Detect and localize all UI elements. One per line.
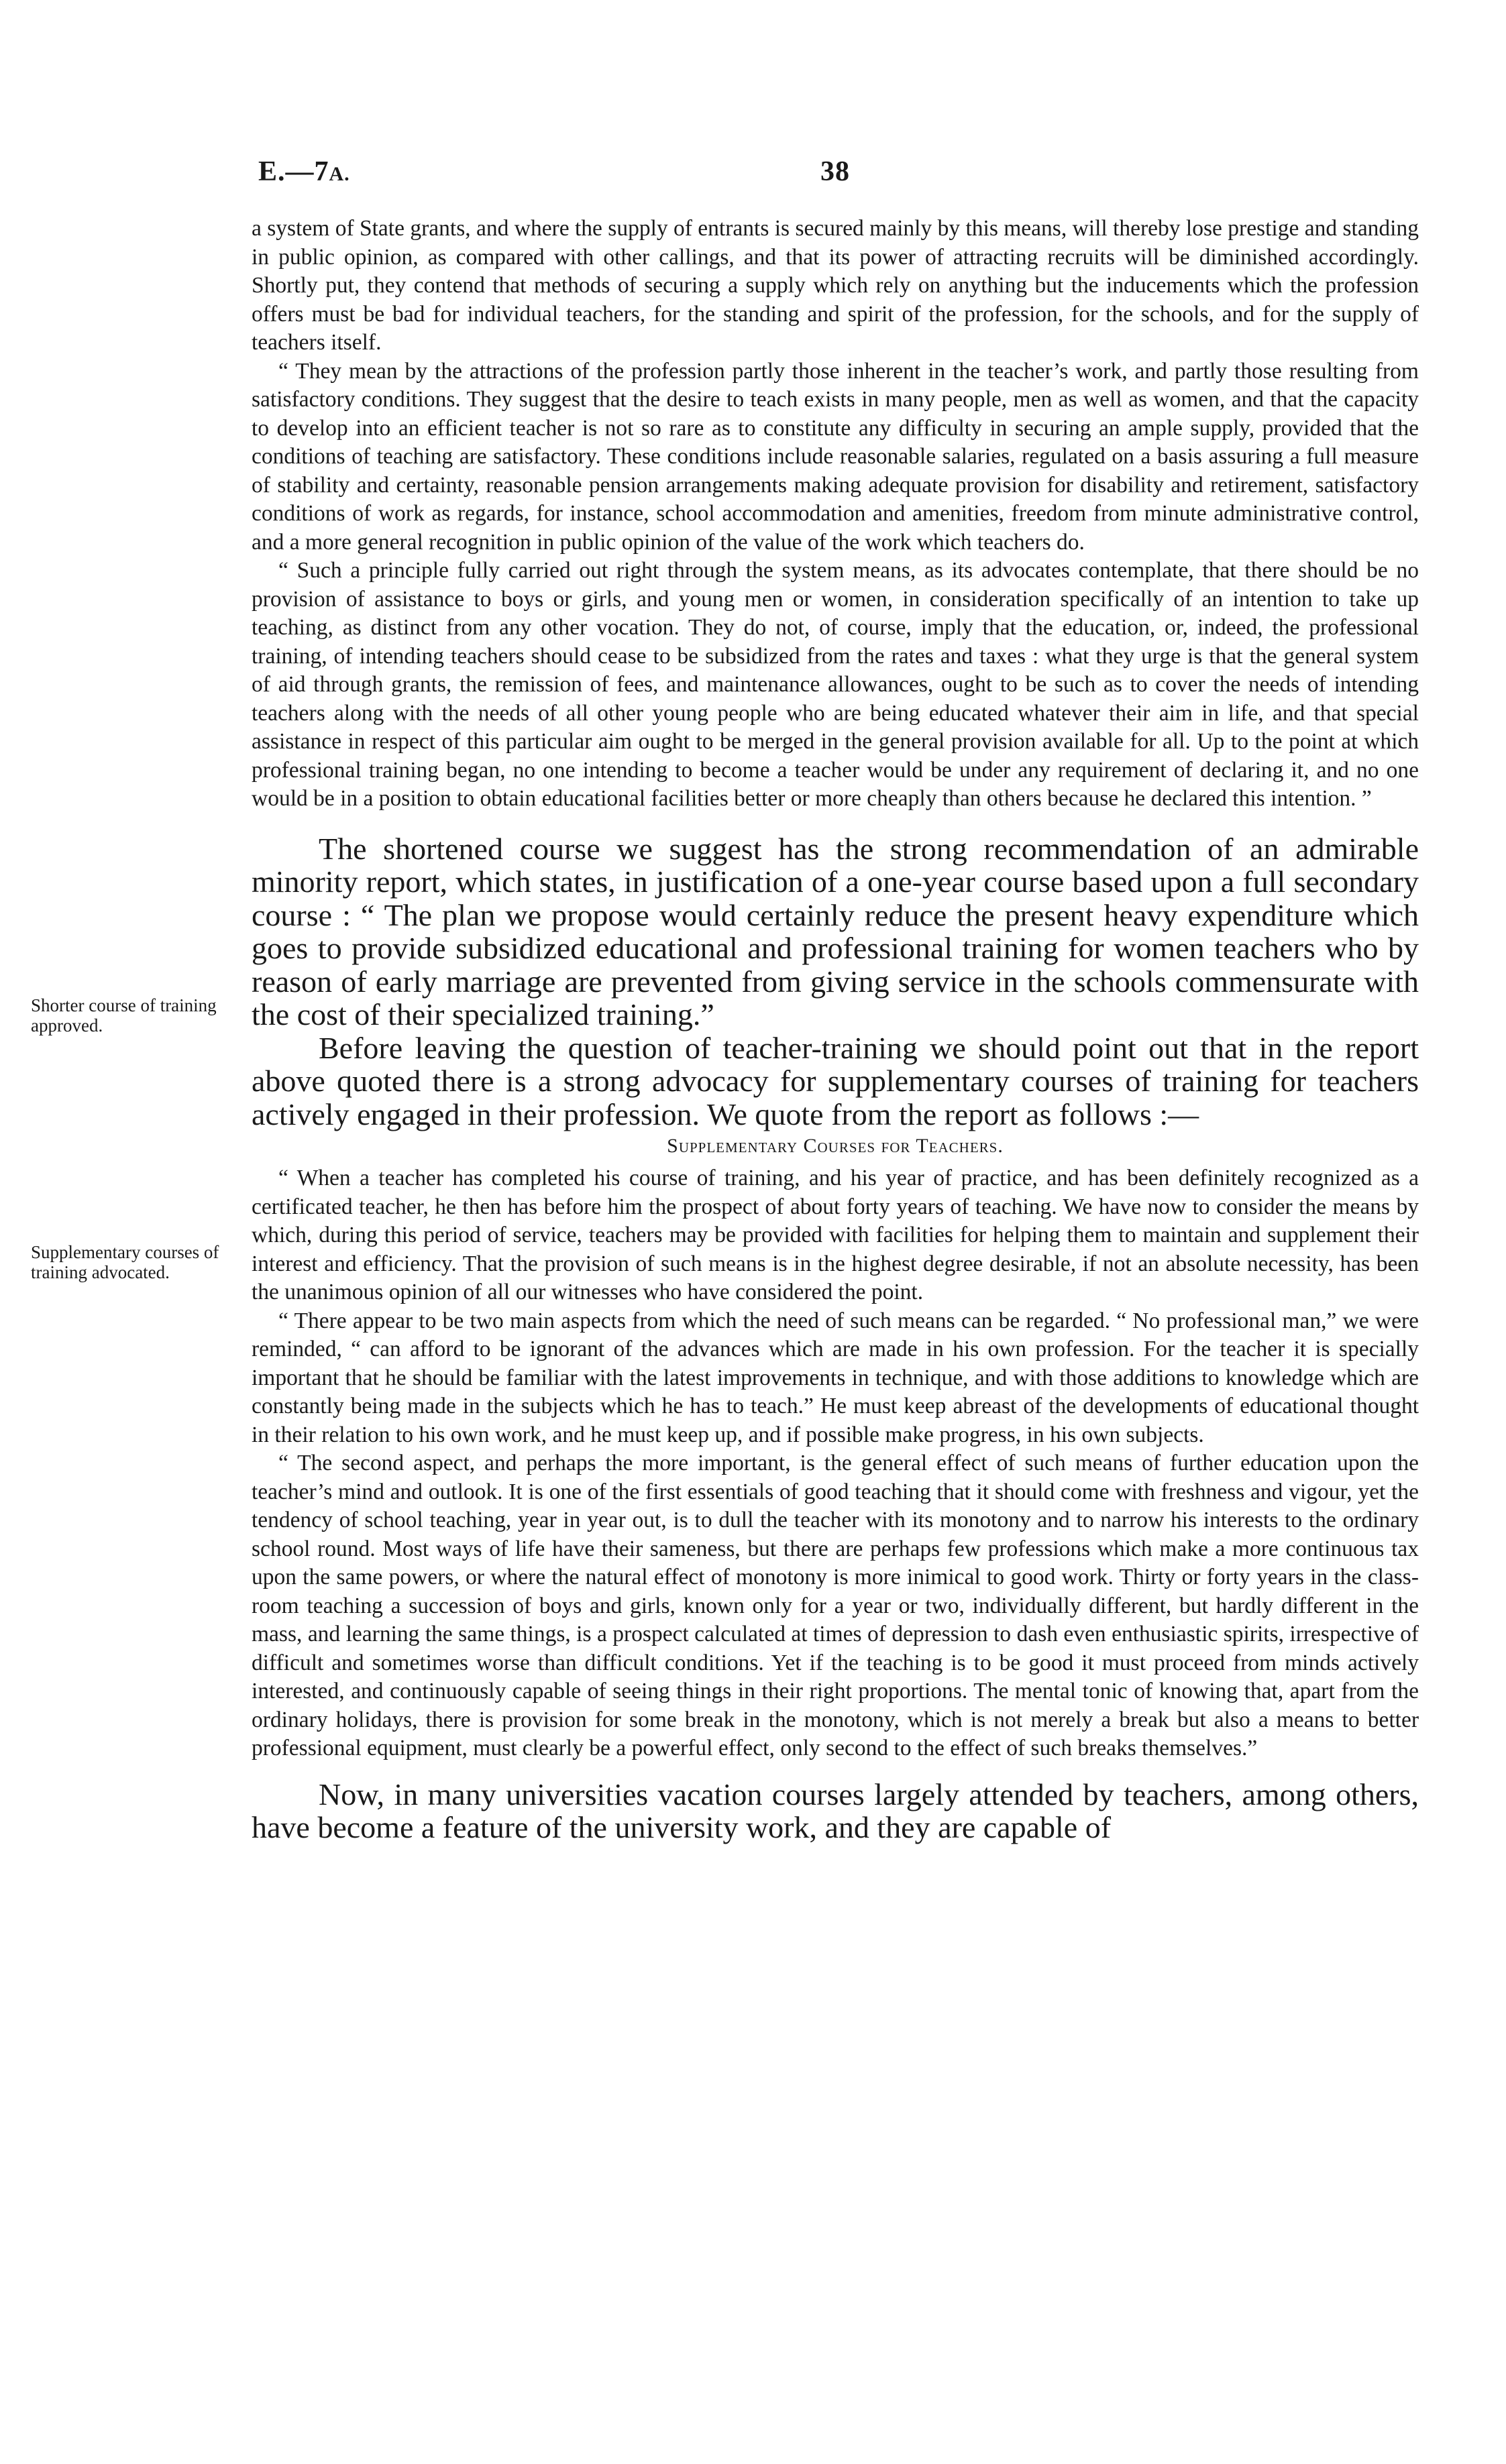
document-code: E.—7A. xyxy=(258,156,350,187)
paragraph-shortened-course: The shortened course we suggest has the strong recommendation of an admirable minority report, which states, in justification of a one-year course based upon a full secondary course : “ The plan we propose would certainly reduce the present heavy expenditure which goes to provide subsidized educational and professional training for women teachers who by reason of early marriage are prevented from giving service in the schools commensurate with the cost of their specialized training.” xyxy=(252,831,1419,1031)
paragraph-vacation-courses: Now, in many universities vacation courses largely attended by teachers, among others, have become a feature of the university work, and they are capable of xyxy=(252,1777,1419,1844)
paragraph-teacher-training: Before leaving the question of teacher-training we should point out that in the report above quoted there is a strong advocacy for supplementary courses of training for teachers actively engaged in their profession. We quote from the report as follows :— xyxy=(252,1030,1419,1131)
page-number: 38 xyxy=(820,156,850,187)
sidenote-shorter-course: Shorter course of training approved. xyxy=(31,995,217,1035)
paragraph: “ When a teacher has completed his course of training, and his year of practice, and has been definitely recognized as a certificated teacher, he then has before him the prospect of about forty years of teaching. We have now to consider the means by which, during this period of service, teachers may be provided with facilities for helping them to maintain and supplement their interest and efficiency. That the provision of such means is in the highest degree desirable, if not an absolute necessity, has been the unanimous opinion of all our witnesses who have considered the point. xyxy=(252,1166,1419,1304)
paragraph: a system of State grants, and where the supply of entrants is secured mainly by this means, will thereby lose prestige and standing in public opinion, as compared with other callings, and that its power of attracting recruits will be diminished accordingly. Shortly put, they contend that methods of securing a supply which rely on anything but the inducements which the profession offers must be bad for individual teachers, for the standing and spirit of the profession, for the schools, and for the supply of teachers itself. xyxy=(252,216,1419,355)
paragraph: “ There appear to be two main aspects from which the need of such means can be regarded. “ No professional man,” we were reminded, “ can afford to be ignorant of the advances which are made in his own profession. For the teacher it is specially important that he should be familiar with the latest improvements in technique, and with those additions to knowledge which are constantly being made in the subjects which he has to teach.” He must keep abreast of the developments of educational thought in their relation to his own work, and he must keep up, and if possible make progress, in his own subjects. xyxy=(252,1308,1419,1447)
body-text xyxy=(252,215,1419,1844)
paragraph: “ Such a principle fully carried out right through the system means, as its advocates contemplate, that there should be no provision of assistance to boys or girls, and young men or women, in consideration specifically of an intention to take up teaching, as distinct from any other vocation. They do not, of course, imply that the education, or, indeed, the professional training, of intending teachers should cease to be subsidized from the rates and taxes : what they urge is that the general system of aid through grants, the remission of fees, and maintenance allowances, ought to be such as to cover the needs of intending teachers along with the needs of all other young people who are being educated whatever their aim in life, and that special assistance in respect of this particular aim ought to be merged in the general provision available for all. Up to the point at which professional training began, no one intending to become a teacher would be under any requirement of declaring it, and no one would be in a position to obtain educational facilities better or more cheaply than others because he declared this intention. ” xyxy=(252,558,1419,811)
paragraph: “ They mean by the attractions of the profession partly those inherent in the teacher’s work, and partly those resulting from satisfactory conditions. They suggest that the desire to teach exists in many people, men as well as women, and that the capacity to develop into an efficient teacher is not so rare as to constitute any difficulty in securing an ample supply, provided that the conditions of teaching are satisfactory. These conditions include reasonable salaries, regulated on a basis assuring a full measure of stability and certainty, reasonable pension arrangements making adequate provision for disability and retirement, satisfactory conditions of work as regards, for instance, school accommodation and amenities, freedom from minute administrative control, and a more general recognition in public opinion of the value of the work which teachers do. xyxy=(252,358,1419,555)
sidenote-supplementary-courses: Supplementary courses of training advocated. xyxy=(31,1242,219,1282)
paragraph: “ The second aspect, and perhaps the more important, is the general effect of such means of further education upon the teacher’s mind and outlook. It is one of the first essentials of good teaching that it should come with freshness and vigour, yet the tendency of school teaching, year in year out, is to dull the teacher with its monotony and to narrow his interests to the ordinary school round. Most ways of life have their sameness, but there are perhaps few professions which make a more continuous tax upon the same powers, or where the natural effect of monotony is more inimical to good work. Thirty or forty years in the class-room teaching a succession of boys and girls, known only for a year or two, individually different, but hardly different in the mass, and learning the same things, is a prospect calculated at times of depression to dash even enthusiastic spirits, irrespective of difficult and sometimes worse than difficult conditions. Yet if the teaching is to be good it must proceed from minds actively interested, and continuously capable of seeing things in their right proportions. The mental tonic of knowing that, apart from the ordinary holidays, there is provision for some break in the monotony, which is not merely a break but also a means to better professional equipment, must clearly be a powerful effect, only second to the effect of such breaks themselves.” xyxy=(252,1451,1419,1760)
section-heading: Supplementary Courses for Teachers. xyxy=(667,1135,1004,1157)
